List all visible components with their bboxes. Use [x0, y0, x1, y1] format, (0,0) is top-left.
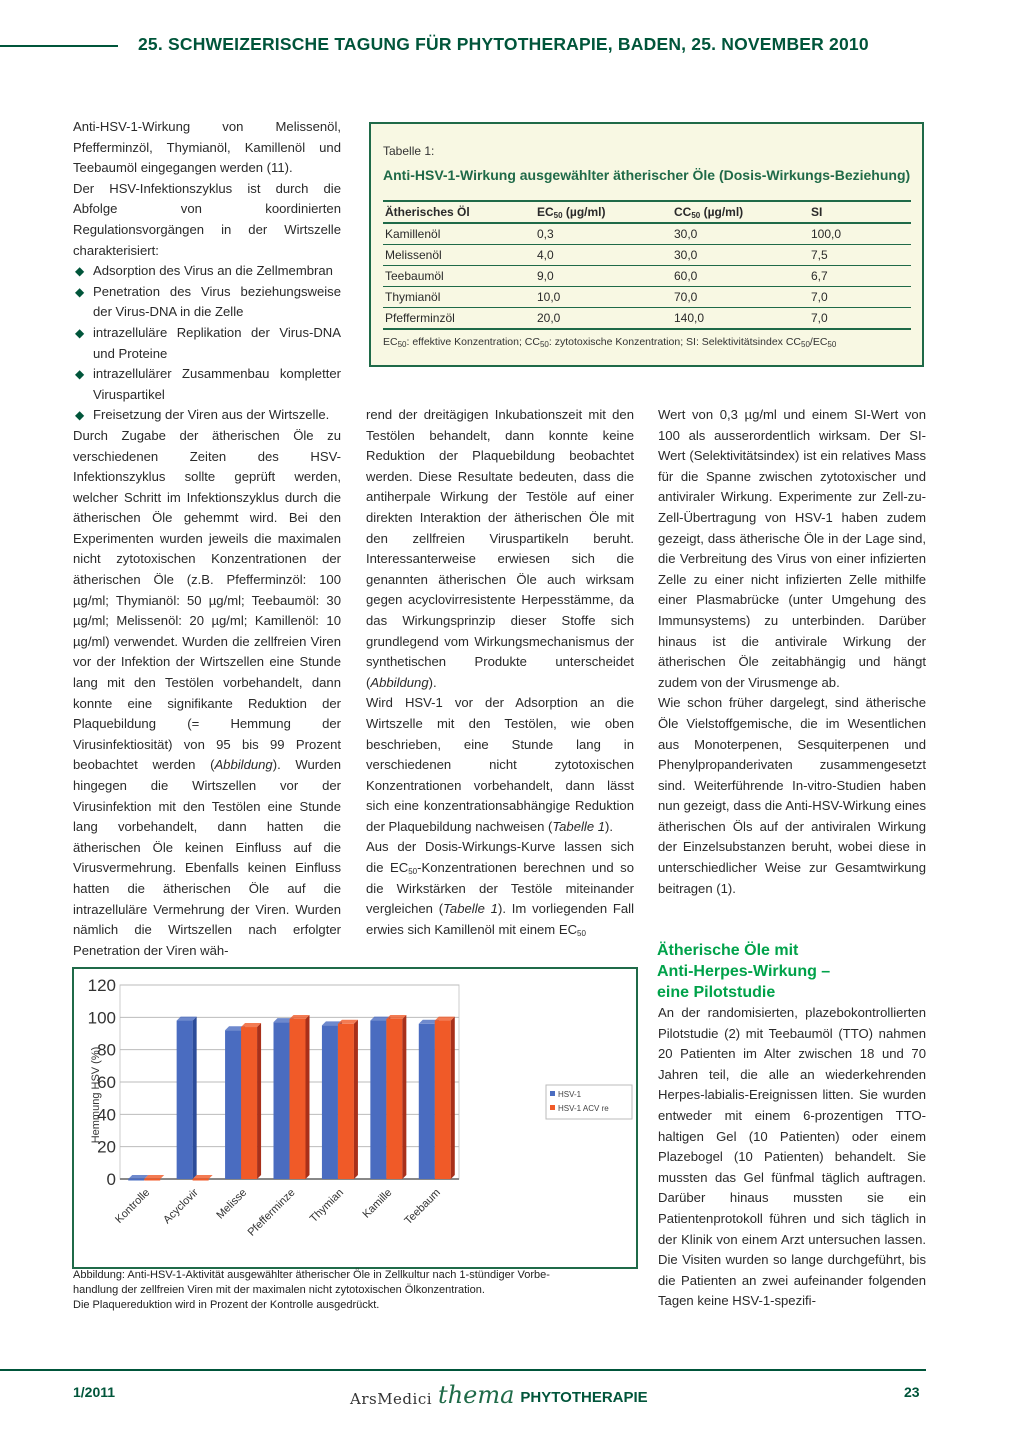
- table-row: Pfefferminzöl 20,0 140,0 7,0: [383, 308, 911, 330]
- table-caption: Tabelle 1:: [383, 144, 435, 158]
- diamond-bullet-icon: ◆: [75, 264, 85, 279]
- svg-text:100: 100: [87, 1008, 116, 1028]
- brand-ars-medici: ArsMedici: [350, 1390, 433, 1408]
- paragraph: Der HSV-Infektionszyklus ist durch die Abfolge von koordinierten Regulationsvorgängen in der Wirtszelle charakterisiert:: [73, 180, 341, 258]
- paragraph: Wie schon früher dargelegt, sind ätherische Öle Vielstoffgemische, die im Wesentlichen aus Monoterpenen, Sesquiterpenen und Phenylpropanderivaten zusammengesetzt sind. Weiterführende In-vitro-Studien haben nun gezeigt, dass die Anti-HSV-Wirkung eines ätherischen Öls auf der antiviralen Wirkung der Einzelsubstanzen beruht, wobei diese in unterschiedlicher Weise zur Gesamtwirkung beitragen (1).: [658, 695, 926, 896]
- svg-text:Acyclovir: Acyclovir: [161, 1186, 201, 1227]
- bar-chart: [74, 969, 636, 1267]
- footer-rule: [0, 1369, 926, 1371]
- column-header: $CC_{50}$ (µg/ml): [672, 201, 809, 223]
- svg-text:60: 60: [97, 1073, 116, 1092]
- table-reference: Tabelle 1: [443, 901, 498, 917]
- svg-text:120: 120: [87, 976, 116, 995]
- text-column-3: [658, 405, 926, 899]
- header-rule: [0, 45, 118, 47]
- text-column-1: [73, 117, 341, 961]
- svg-text:Kontrolle: Kontrolle: [113, 1186, 153, 1226]
- list-item: ◆ Freisetzung der Viren aus der Wirtszelle.: [73, 405, 341, 426]
- page-number: 23: [904, 1384, 920, 1400]
- section-heading: Ätherische Öle mit Anti-Herpes-Wirkung – eine Pilotstudie: [657, 942, 831, 1001]
- table-footnote: $EC_{50}$: effektive Konzentration; $CC_{50}$: zytotoxische Konzentration; SI: Selektivitätsindex $CC_{50}/EC_{50}$: [383, 336, 837, 349]
- table-title: Anti-HSV-1-Wirkung ausgewählter ätherischer Öle (Dosis-Wirkungs-Beziehung): [383, 167, 911, 183]
- diamond-bullet-icon: ◆: [75, 408, 85, 423]
- figure-reference: Abbildung: [214, 757, 273, 773]
- figure-caption: Abbildung: Anti-HSV-1-Aktivität ausgewählter ätherischer Öle in Zellkultur nach 1-stündiger Vorbe- handlung der zellfreien Viren mit der maximalen nicht zytotoxischen Ölkonzentration. Die Plaquereduktion wird in Prozent der Kontrolle ausgedrückt.: [73, 1269, 550, 1311]
- paragraph: An der randomisierten, plazebokontrollierten Pilotstudie (2) mit Teebaumöl (TTO) nahmen 20 Patienten im Alter zwischen 18 und 70 Jahren teil, die alle an wiederkehrenden Herpes-labialis-Ereignissen litten. Sie wurden entweder mit einem 6-prozentigen TTO-haltigen Gel (10 Patienten) oder einem Plazebogel (10 Patienten) behandelt. Sie mussten das Gel fünfmal täglich auftragen. Darüber hinaus mussten sie ein Patientenprotokoll führen und sich täglich in der Klinik von einem Arzt untersuchen lassen. Die Visiten wurden so lange durchgeführt, bis die Patienten an zwei aufeinander folgenden Tagen keine HSV-1-spezifi-: [658, 1005, 926, 1309]
- paragraph: Anti-HSV-1-Wirkung von Melissenöl, Pfefferminzöl, Thymianöl, Kamillenöl und Teebaumöl eingegangen werden (11).: [73, 119, 341, 176]
- column-header: SI: [809, 201, 911, 223]
- text-column-3-continued: [658, 1003, 926, 1312]
- list-item: ◆ intrazellulärer Zusammenbau kompletter Viruspartikel: [75, 366, 341, 402]
- svg-text:Pfefferminze: Pfefferminze: [245, 1186, 298, 1239]
- diamond-bullet-icon: ◆: [75, 325, 85, 340]
- paragraph: Aus der Dosis-Wirkungs-Kurve lassen sich die $EC_{50}$-Konzentrationen berechnen und so die Wirkstärken der Testöle miteinander vergleichen (Tabelle 1). Im vorliegenden Fall erwies sich Kamillenöl mit einem $EC_{50}$: [366, 839, 634, 938]
- table-1-box: [369, 122, 924, 367]
- column-header: $EC_{50}$ (µg/ml): [535, 201, 672, 223]
- paragraph: Wert von 0,3 µg/ml und einem SI-Wert von 100 als ausserordentlich wirksam. Der SI-Wert (Selektivitätsindex) ist ein relatives Mass für die Spanne zwischen zytotoxischer und antiviraler Wirkung. Experimente zur Zell-zu-Zell-Übertragung von HSV-1 haben zudem gezeigt, dass ätherische Öle in der Lage sind, die Verbreitung des Virus von einer infizierten Zelle zu einer nicht infizierten Zelle mithilfe einer Plasmabrücke (unter Umgehung des Immunsystems) zu unterbinden. Darüber hinaus ist die antivirale Wirkung der ätherischen Öle zeitabhängig und hängt zudem von der Virusmenge ab.: [658, 407, 926, 690]
- svg-text:Teebaum: Teebaum: [402, 1186, 443, 1228]
- brand-thema: thema: [438, 1381, 515, 1409]
- page-header-title: 25. SCHWEIZERISCHE TAGUNG FÜR PHYTOTHERAPIE, BADEN, 25. NOVEMBER 2010: [138, 34, 869, 54]
- svg-text:80: 80: [97, 1040, 116, 1060]
- brand-section: PHYTOTHERAPIE: [520, 1389, 648, 1406]
- svg-text:20: 20: [97, 1137, 116, 1157]
- y-axis-label: Hemmung HSV (%): [90, 1046, 102, 1144]
- paragraph: Wird HSV-1 vor der Adsorption an die Wirtszelle mit den Testölen, wie oben beschrieben, eine Stunde lang in verschiedenen nicht zytotoxischen Konzentrationen vorbehandelt, dann lässt sich eine konzentrationsabhängige Reduktion der Plaquebildung nachweisen (Tabelle 1).: [366, 695, 634, 834]
- table-header-row: [383, 201, 911, 223]
- paragraph: Durch Zugabe der ätherischen Öle zu verschiedenen Zeiten des HSV-Infektionszyklus sollte geprüft werden, welcher Schritt im Infektionszyklus durch die ätherischen Öle gehemmt wird. Bei den Experimenten wurden jeweils die maximalen nicht zytotoxischen Konzentrationen der ätherischen Öle (z.B. Pfefferminzöl: 100 µg/ml; Thymianöl: 50 µg/ml; Teebaumöl: 30 µg/ml; Melissenöl: 20 µg/ml; Kamillenöl: 10 µg/ml) verwendet. Wurden die zellfreien Viren vor der Infektion der Wirtszellen eine Stunde lang mit den Testölen vorbehandelt, dann konnte eine signifikante Reduktion der Plaquebildung (= Hemmung der Virusinfektiosität) von 95 bis 99 Prozent beobachtet werden (Abbildung). Wurden hingegen die Wirtszellen vor der Virusinfektion mit den Testölen eine Stunde lang vorbehandelt, dann hatten die ätherischen Öle keinen Einfluss auf die Virusvermehrung. Ebenfalls keinen Einfluss hatten die ätherischen Öle auf die intrazelluläre Vermehrung der Viren. Wurden nämlich die Wirtszellen nach erfolgter Penetration der Viren wäh-: [73, 427, 341, 958]
- svg-text:Thymian: Thymian: [307, 1186, 347, 1225]
- column-header: Ätherisches Öl: [383, 201, 535, 223]
- svg-text:Kamille: Kamille: [360, 1186, 395, 1221]
- list-item: ◆ intrazelluläre Replikation der Virus-DNA und Proteine: [75, 324, 341, 361]
- table-row: Melissenöl 4,0 30,0 7,5: [383, 245, 911, 266]
- diamond-bullet-icon: ◆: [75, 284, 85, 299]
- figure-box: [72, 967, 638, 1269]
- svg-text:HSV-1 ACV re: HSV-1 ACV re: [558, 1104, 609, 1113]
- table-row: Teebaumöl 9,0 60,0 6,7: [383, 266, 911, 287]
- brand-logo: [350, 1378, 648, 1408]
- figure-reference: Abbildung: [370, 674, 429, 690]
- svg-text:0: 0: [106, 1170, 116, 1189]
- table-row: Kamillenöl 0,3 30,0 100,0: [383, 223, 911, 245]
- paragraph: rend der dreitägigen Inkubationszeit mit den Testölen behandelt, dann konnte keine Reduktion der Plaquebildung beobachtet werden. Diese Resultate bedeuten, dass die antiherpale Wirkung der Testöle auf einer direkten Interaktion der ätherischen Öle mit den zellfreien Viruspartikeln beruht. Interessanterweise erwiesen sich die genannten ätherischen Öle auch wirksam gegen acyclovirresistente Herpesstämme, da das Wirkungsprinzip dieser Stoffe sich grundlegend vom Wirkungsmechanismus der synthetischen Produkte unterscheidet (Abbildung).: [366, 407, 634, 690]
- svg-text:HSV-1: HSV-1: [558, 1090, 582, 1099]
- table-row: Thymianöl 10,0 70,0 7,0: [383, 287, 911, 308]
- svg-text:Melisse: Melisse: [214, 1186, 250, 1222]
- table-reference: Tabelle 1: [552, 818, 606, 834]
- list-item: ◆ Penetration des Virus beziehungsweise der Virus-DNA in die Zelle: [75, 283, 341, 320]
- diamond-bullet-icon: ◆: [75, 367, 85, 382]
- list-item: ◆ Adsorption des Virus an die Zellmembran: [73, 261, 341, 282]
- svg-text:40: 40: [97, 1105, 116, 1125]
- text-column-2: [366, 405, 634, 940]
- issue-number: 1/2011: [73, 1384, 116, 1400]
- data-table: [383, 200, 911, 330]
